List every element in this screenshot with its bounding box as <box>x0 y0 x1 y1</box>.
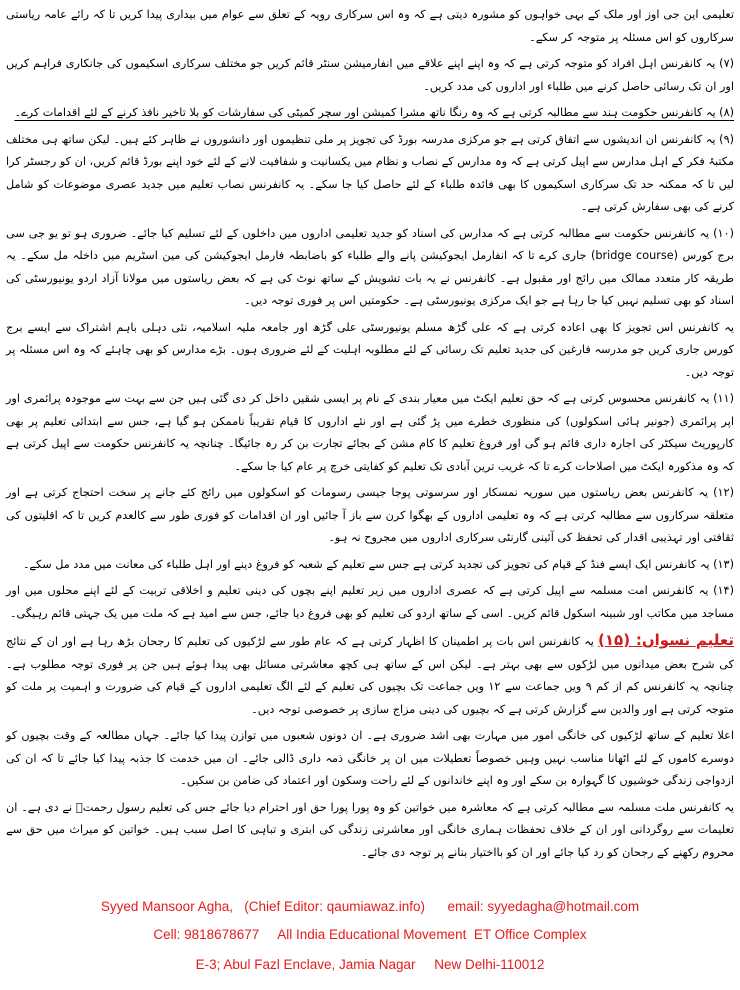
section-heading-girls-education: تعلیم نسواں: (۱۵) <box>598 631 735 649</box>
footer-contact-line: Cell: 9818678677 All India Educational Movement ET Office Complex <box>153 927 587 942</box>
paragraph-15-text: یہ کانفرنس اس بات پر اطمینان کا اظہار کرتی ہے کہ عام طور سے لڑکیوں کی تعلیم کا رجحان بڑھ رہا ہے اور ان کے نتائج کی شرح بعض میدانوں میں لڑکوں سے بھی بہتر ہے۔ لیکن اس کے ساتھ ہی کچھ معاشرتی مسائل بھی پیدا ہوئے ہیں جن پر فوری توجہ مطلوب ہے۔ چنانچہ یہ کانفرنس کم از کم ۹ ویں جماعت سے ۱۲ ویں جماعت تک بچیوں کی تعلیم کے لئے الگ تعلیمی اداروں کے قیام کی ضرورت و اہمیت پر ملت کو متوجہ کرتی ہے اور والدین سے گزارش کرتی ہے کہ بچیوں کی دینی مزاج سازی پر خصوصی توجہ دیں۔ <box>6 635 734 716</box>
paragraph-8: (۸) یہ کانفرنس حکومت ہند سے مطالبہ کرتی ہے کہ وہ رنگا ناتھ مشرا کمیشن اور سچر کمیٹی کی سفارشات کو بلا تاخیر نافذ کرنے کے لئے اقدامات کرے۔ <box>14 106 734 119</box>
paragraph-15 <box>6 629 734 721</box>
footer-author-line: Syyed Mansoor Agha, (Chief Editor: qaumiawaz.info) email: syyedagha@hotmail.com <box>100 899 640 914</box>
paragraph-women-rights: یہ کانفرنس ملت مسلمہ سے مطالبہ کرتی ہے کہ معاشرہ میں خواتین کو وہ پورا پورا حق اور احترام دیا جائے جس کی تعلیم رسول رحمتؐ نے دی ہے۔ ان تعلیمات سے روگردانی اور ان کے خلاف تحفظات ہماری خانگی اور معاشرتی زندگی کی ابتری و تباہی کا اصل سبب ہیں۔ خواتین کو میراث میں حق سے محروم رکھنے کے رجحان کو رد کیا جائے اور ان کو بااختیار بنانے پر توجہ دی جائے۔ <box>6 800 734 859</box>
paragraph-higher-education: اعلا تعلیم کے ساتھ لڑکیوں کی خانگی امور میں مہارت بھی اشد ضروری ہے۔ ان دونوں شعبوں میں توازن پیدا کیا جائے۔ جہاں مطالعہ کے وقت بچیوں کو دوسرے کاموں کے لئے اٹھانا مناسب نہیں وہیں خصوصاً تعطیلات میں ان پر خانگی ذمہ داری ڈالی جائے۔ ان میں خدمت کا جذبہ پیدا کیا جائے تا کہ ان کی ازدواجی زندگی خوشیوں کا گہوارہ بن سکے اور وہ اپنے خاندانوں کے لئے راحت وسکون اور اعتماد کی ضامن بن سکیں۔ <box>6 729 734 787</box>
paragraph-bridge-course: یہ کانفرنس اس تجویز کا بھی اعادہ کرتی ہے کہ علی گڑھ مسلم یونیورسٹی علی گڑھ اور جامعہ ملیہ اسلامیہ، نئی دہلی باہم اشتراک سے ایسے برج کورس جاری کریں جو مدرسہ فارغین کی جدید تعلیم تک رسائی کے لئے مطلوبہ اہلیت کے لئے ضروری ہوں۔ بڑے مدارس کو بھی چاہئے کہ وہ اس مسئلہ پر توجہ دیں۔ <box>6 320 734 379</box>
paragraph-10: (۱۰) یہ کانفرنس حکومت سے مطالبہ کرتی ہے کہ مدارس کی اسناد کو جدید تعلیمی اداروں میں داخلوں کے لئے تسلیم کیا جائے۔ ضروری ہو تو یو جی سی برج کورس (bridge course) جاری کرے تا کہ انفارمل ایجوکیشن پانے والے طلباء کو باضابطہ فارمل ایجوکیشن کی مین اسٹریم میں داخلہ مل سکے۔ یہ طریقہ کار متعدد ممالک میں رائج اور مقبول ہے۔ کانفرنس نے یہ بات تشویش کے ساتھ نوٹ کی ہے کہ بعض ریاستوں میں مولانا آزاد اردو یونیورسٹی کی اسناد کو بھی تسلیم نہیں کیا جا رہا ہے جو ایک مرکزی یونیورسٹی ہے۔ حکومتیں اس پر فوری توجہ دیں۔ <box>6 226 734 307</box>
document-body <box>6 4 734 868</box>
paragraph-14: (۱۴) یہ کانفرنس امت مسلمہ سے اپیل کرتی ہے کہ عصری اداروں میں زیر تعلیم اپنے بچوں کی دینی تعلیم و اخلاقی تربیت کے لئے اپنے محلوں میں اور مساجد میں مکاتب اور شبینہ اسکول قائم کریں۔ اسی کے ساتھ اردو کی تعلیم کو بھی فروغ دیا جائے، جس سے امید ہے کہ ملت میں یک جہتی قائم رہیگی۔ <box>6 584 734 620</box>
paragraph-13: (۱۳) یہ کانفرنس ایک ایسے فنڈ کے قیام کی تجویز کی تجدید کرتی ہے جس سے تعلیم کے شعبہ کو فروغ دینے اور اہل طلباء کی معانت میں مدد مل سکے۔ <box>22 557 734 571</box>
paragraph-7: (۷) یہ کانفرنس اہل افراد کو متوجہ کرتی ہے کہ وہ اپنے اپنے علاقے میں انفارمیشن سنٹر قائم کریں جو مختلف سرکاری اسکیموں کی جانکاری فراہم کریں اور ان تک رسائی حاصل کرنے میں طلباء اور اداروں کی مدد کریں۔ <box>6 57 734 93</box>
footer-address-line: E-3; Abul Fazl Enclave, Jamia Nagar New Delhi-110012 <box>195 957 545 972</box>
paragraph-12: (۱۲) یہ کانفرنس بعض ریاستوں میں سوریہ نمسکار اور سرسوتی پوجا جیسی رسومات کو اسکولوں میں رائج کئے جانے پر سخت احتجاج کرتی ہے اور متعلقہ سرکاروں سے مطالبہ کرتی ہے کہ وہ تعلیمی اداروں کے بھگوا کرن سے باز آ جائیں اور ان اقدامات کو فوری طور سے کالعدم کریں تا کہ اقلیتوں کی ثقافتی اور تہذیبی اقدار کی تحفظ کی آئینی گارنٹی سرکاری اداروں میں مجروح نہ ہو۔ <box>6 486 734 544</box>
paragraph-9: (۹) یہ کانفرنس ان اندیشوں سے اتفاق کرتی ہے جو مرکزی مدرسہ بورڈ کی تجویز پر ملی تنظیموں اور دانشوروں نے ظاہر کئے ہیں۔ لیکن ساتھ ہی مختلف مکتبۂ فکر کے اہل مدارس سے اپیل کرتی ہے کہ وہ مدارس کے نصاب و نظام میں یکسانیت و شفافیت لانے کے لئے خود اپنے بورڈ قائم کریں، ان کو رجسٹر کرا لیں تا کہ ممکنہ حد تک سرکاری اسکیموں کا بھی فائدہ طلباء کے لئے حاصل کیا جا سکے۔ یہ کانفرنس نصاب تعلیم میں جدید عصری موضوعات کو شامل کرنے کی بھی سفارش کرتی ہے۔ <box>5 132 734 213</box>
paragraph-11: (۱۱) یہ کانفرنس محسوس کرتی ہے کہ حق تعلیم ایکٹ میں معیار بندی کے نام پر ایسی شقیں داخل کر دی گئی ہیں جن سے بہت سے موجودہ پرائمری اور اپر پرائمری (جونیر ہائی اسکولوں) کی منظوری خطرے میں پڑ گئی ہے اور نئے اداروں کا قیام تقریباً ناممکن ہو گیا ہے، جس سے ابتدائی تعلیم پر بھی کارپوریٹ سیکٹر کی اجارہ داری قائم ہو گی اور فروغ تعلیم کا کام مشن کے بجائے تجارت بن کر رہ جائیگا۔ چنانچہ یہ کانفرنس حکومت سے اپیل کرتی ہے کہ وہ مذکورہ ایکٹ میں اصلاحات کرے تا کہ غریب ترین آبادی تک تعلیم کو کفایتی خرچ پر عام کیا جا سکے۔ <box>6 392 734 473</box>
paragraph-intro: تعلیمی این جی اوز اور ملک کے بہی خواہوں کو مشورہ دیتی ہے کہ وہ اس سرکاری رویہ کے تعلق سے عوام میں بیداری پیدا کریں تا کہ رائے عامہ ریاستی سرکاروں کو اس مسئلہ پر متوجہ کر سکے۔ <box>6 8 734 44</box>
